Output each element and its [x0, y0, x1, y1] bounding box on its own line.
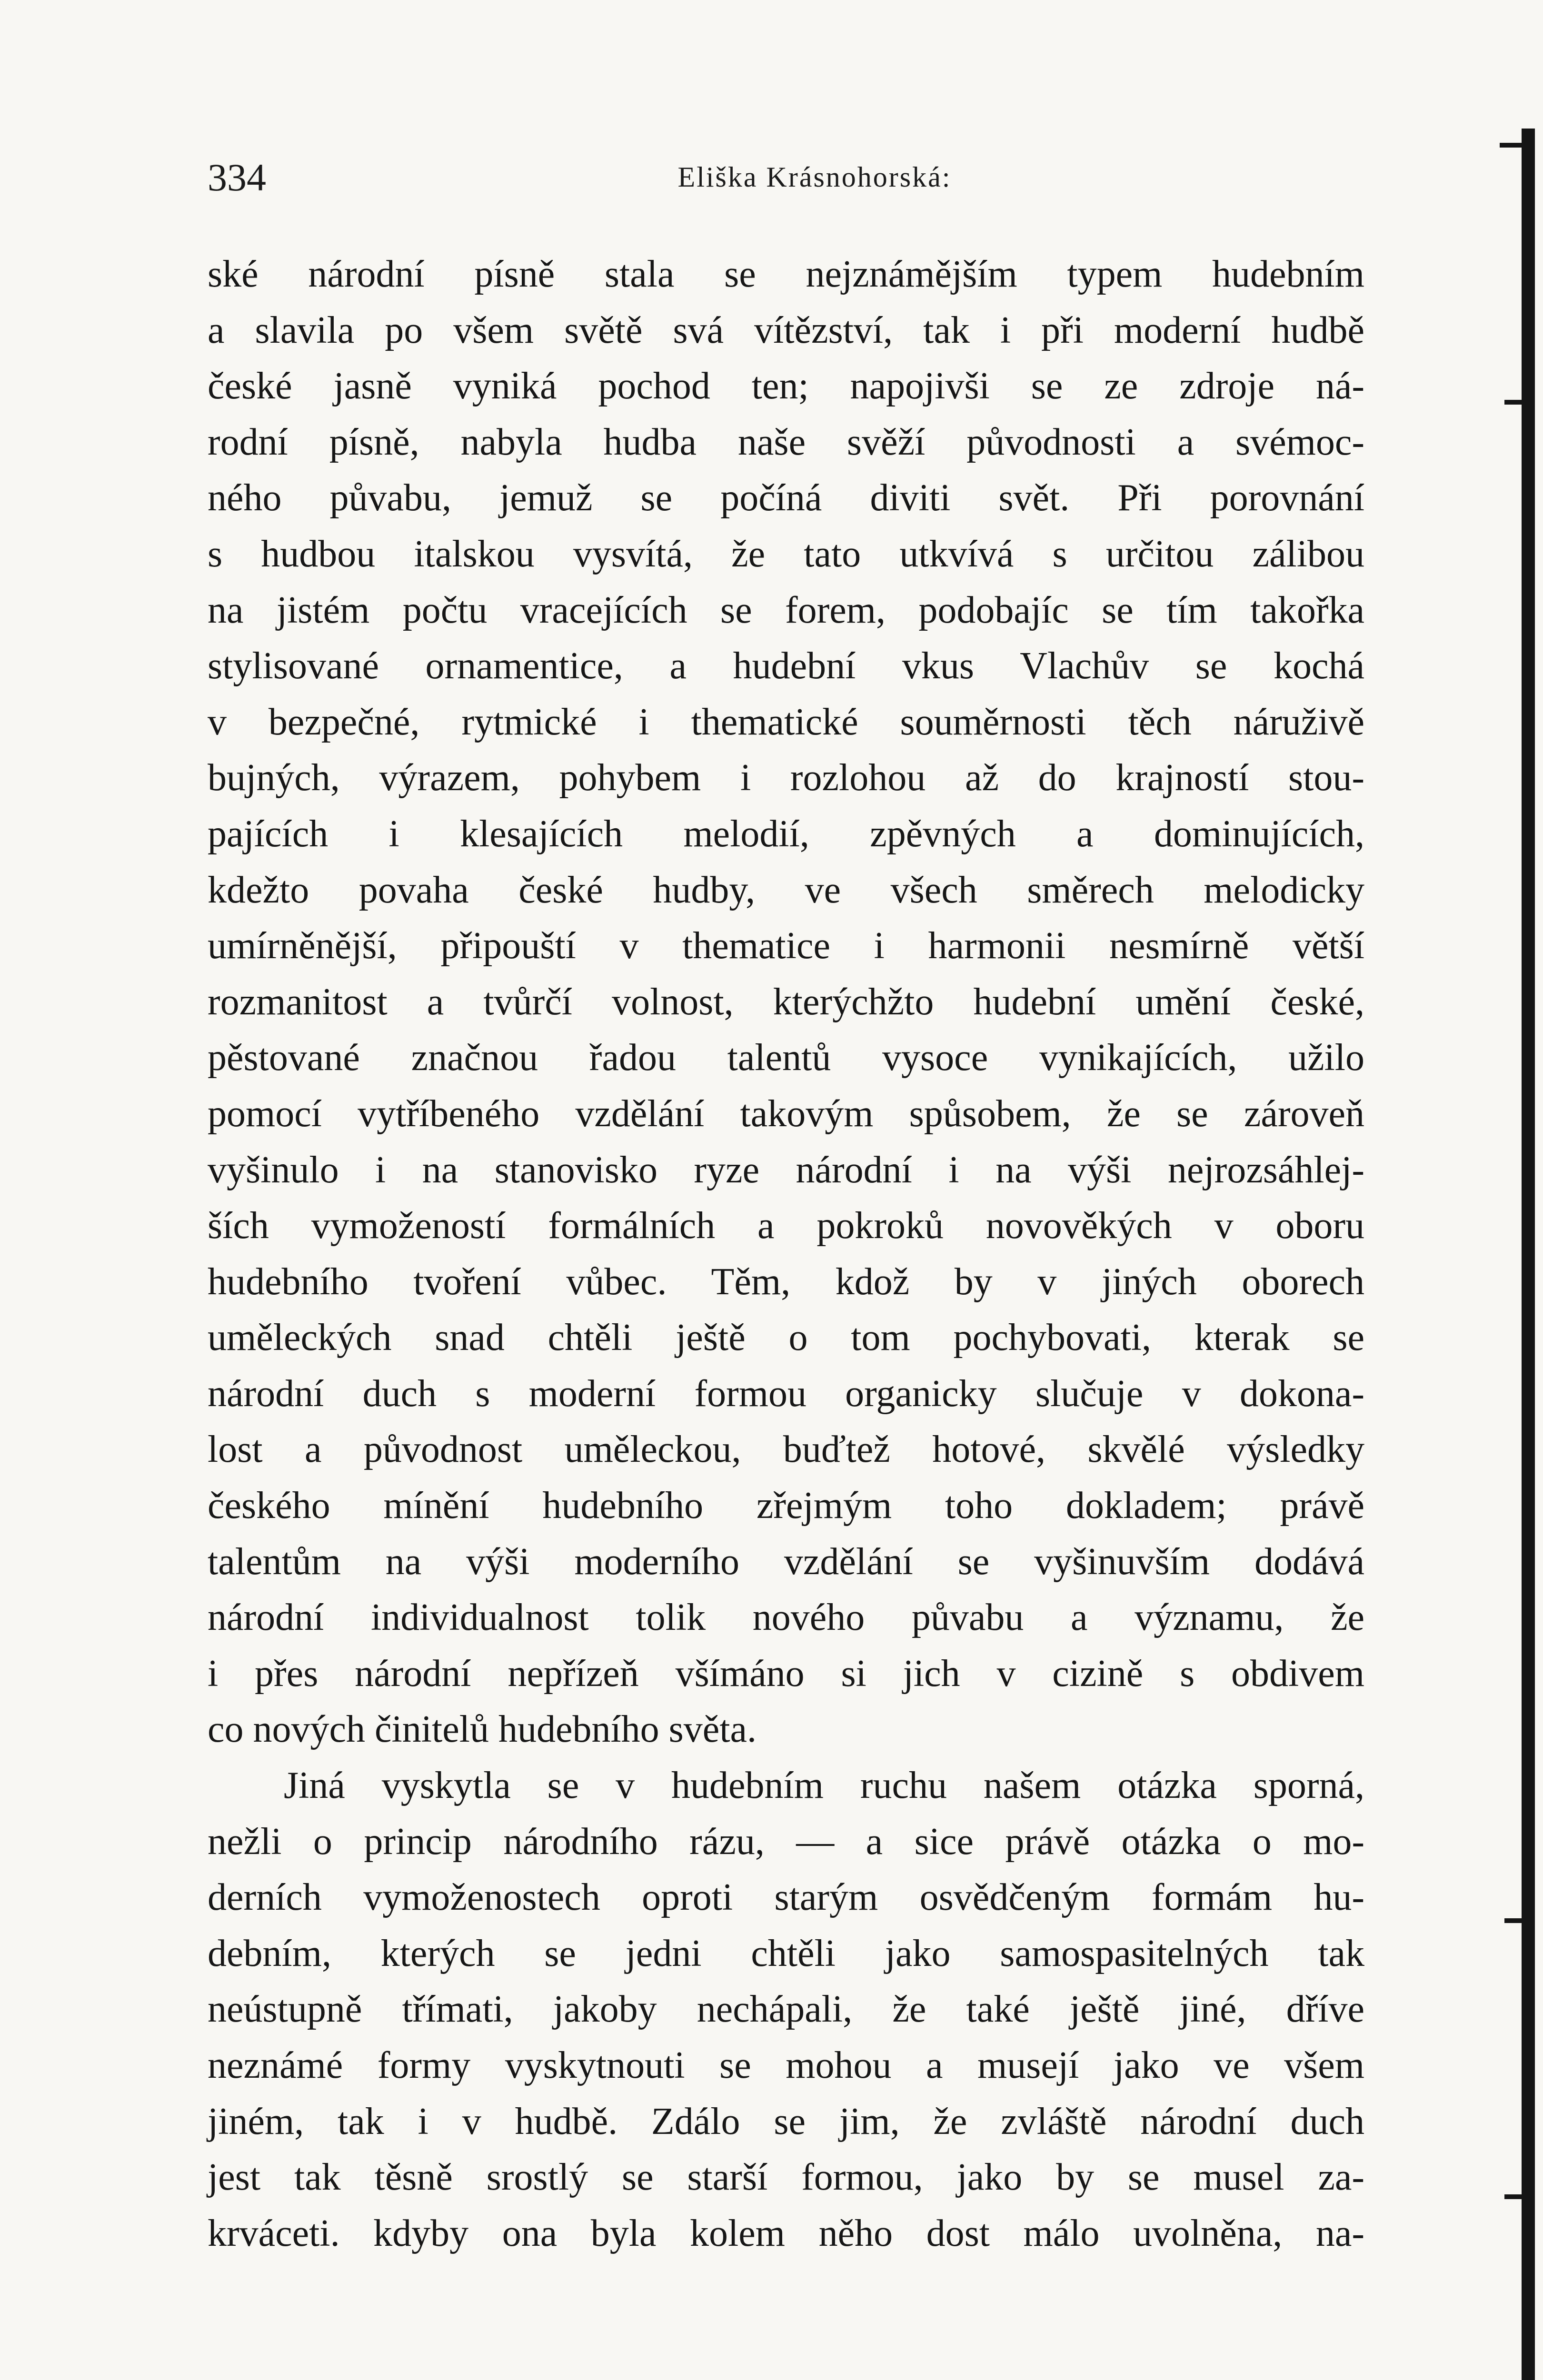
text-line: umírněnější, připouští v thematice i harmonii nesmírně větší — [208, 925, 1364, 967]
edge-mark — [1504, 2194, 1528, 2199]
text-line: neznámé formy vyskytnouti se mohou a musejí jako ve všem — [208, 2044, 1364, 2086]
text-line: hudebního tvoření vůbec. Těm, kdož by v jiných oborech — [208, 1260, 1364, 1303]
text-line: národní individualnost tolik nového půvabu a významu, že — [208, 1597, 1364, 1639]
text-line: rozmanitost a tvůrčí volnost, kterýchžto hudební umění české, — [208, 981, 1364, 1023]
text-line: talentům na výši moderního vzdělání se vyšinuvším dodává — [208, 1540, 1364, 1583]
text-line: české jasně vyniká pochod ten; napojivši se ze zdroje ná- — [208, 365, 1364, 407]
text-line: českého mínění hudebního zřejmým toho dokladem; právě — [208, 1485, 1364, 1527]
edge-mark — [1500, 143, 1528, 148]
text-line: i přes národní nepřízeň všímáno si jich v cizině s obdivem — [208, 1652, 1364, 1695]
text-line: pajících i klesajících melodií, zpěvných a dominujících, — [208, 813, 1364, 855]
text-line: ších vymožeností formálních a pokroků novověkých v oboru — [208, 1205, 1364, 1247]
page-edge-shadow — [1522, 129, 1535, 2380]
text-line: na jistém počtu vracejících se forem, podobajíc se tím takořka — [208, 589, 1364, 631]
text-line: v bezpečné, rytmické i thematické souměrnosti těch náruživě — [208, 701, 1364, 743]
text-line: rodní písně, nabyla hudba naše svěží původnosti a svémoc- — [208, 421, 1364, 463]
text-line: bujných, výrazem, pohybem i rozlohou až do krajností stou- — [208, 757, 1364, 799]
text-line: kdežto povaha české hudby, ve všech směrech melodicky — [208, 869, 1364, 911]
paragraph-first-line: Jiná vyskytla se v hudebním ruchu našem otázka sporná, — [284, 1765, 1364, 1807]
page-number: 334 — [208, 156, 266, 199]
edge-mark — [1504, 1918, 1528, 1923]
text-line: ské národní písně stala se nejznámějším typem hudebním — [208, 253, 1364, 295]
text-line: vyšinulo i na stanovisko ryze národní i na výši nejrozsáhlej- — [208, 1149, 1364, 1191]
text-line: ného půvabu, jemuž se počíná diviti svět. Při porovnání — [208, 477, 1364, 519]
text-line: neústupně třímati, jakoby nechápali, že také ještě jiné, dříve — [208, 1988, 1364, 2031]
text-line: jiném, tak i v hudbě. Zdálo se jim, že zvláště národní duch — [208, 2100, 1364, 2142]
text-line: s hudbou italskou vysvítá, že tato utkvívá s určitou zálibou — [208, 533, 1364, 575]
text-line: lost a původnost uměleckou, buďtež hotové, skvělé výsledky — [208, 1428, 1364, 1471]
text-line: jest tak těsně srostlý se starší formou, jako by se musel za- — [208, 2156, 1364, 2199]
running-header — [208, 155, 1364, 208]
paragraph-last-line: co nových činitelů hudebního světa. — [208, 1708, 757, 1751]
edge-mark — [1504, 400, 1528, 405]
text-line: pěstované značnou řadou talentů vysoce vynikajících, užilo — [208, 1037, 1364, 1079]
text-line: a slavila po všem světě svá vítězství, tak i při moderní hudbě — [208, 309, 1364, 351]
text-line: pomocí vytříbeného vzdělání takovým spůsobem, že se zároveň — [208, 1092, 1364, 1135]
text-line: národní duch s moderní formou organicky slučuje v dokona- — [208, 1372, 1364, 1415]
text-line: nežli o princip národního rázu, — a sice právě otázka o mo- — [208, 1820, 1364, 1863]
text-line: stylisované ornamentice, a hudební vkus Vlachův se kochá — [208, 645, 1364, 687]
text-line: uměleckých snad chtěli ještě o tom pochybovati, kterak se — [208, 1317, 1364, 1359]
running-title: Eliška Krásnohorská: — [677, 161, 952, 193]
text-line: debním, kterých se jedni chtěli jako samospasitelných tak — [208, 1932, 1364, 1974]
text-line: derních vymoženostech oproti starým osvědčeným formám hu- — [208, 1876, 1364, 1919]
text-line: krváceti. kdyby ona byla kolem něho dost málo uvolněna, na- — [208, 2212, 1364, 2254]
body-text — [208, 247, 1364, 2261]
